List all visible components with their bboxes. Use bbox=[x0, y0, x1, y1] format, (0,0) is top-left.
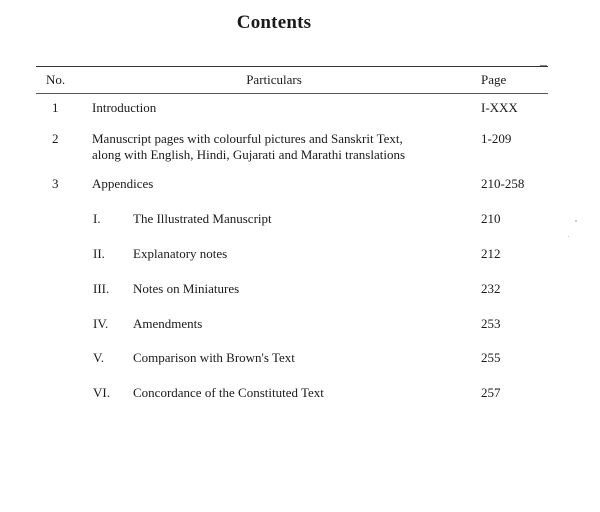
appendix-title: Concordance of the Constituted Text bbox=[133, 385, 324, 400]
appendix-numeral: V. bbox=[93, 350, 104, 365]
appendix-page: 210 bbox=[481, 211, 501, 226]
entry-page: I-XXX bbox=[481, 100, 518, 115]
appendix-title: Notes on Miniatures bbox=[133, 281, 240, 296]
appendix-page: 232 bbox=[481, 281, 501, 296]
appendix-title: The Illustrated Manuscript bbox=[133, 211, 272, 226]
rule-mark bbox=[540, 65, 547, 66]
appendix-page: 253 bbox=[481, 316, 501, 331]
appendix-numeral: VI. bbox=[93, 385, 110, 400]
entry-title-line-1: Manuscript pages with colourful pictures and Sanskrit Text, bbox=[92, 131, 403, 146]
entry-title-line-2: along with English, Hindi, Gujarati and Marathi translations bbox=[92, 147, 406, 162]
column-header-page: Page bbox=[481, 72, 507, 87]
entry-number: 1 bbox=[52, 100, 59, 115]
entry-title: Introduction bbox=[92, 100, 157, 115]
appendix-numeral: III. bbox=[93, 281, 110, 296]
header-top-rule bbox=[36, 66, 548, 67]
entry-number: 3 bbox=[52, 176, 59, 191]
entry-title: Appendices bbox=[92, 176, 154, 191]
appendix-numeral: IV. bbox=[93, 316, 109, 331]
appendix-numeral: II. bbox=[93, 246, 105, 261]
column-header-no: No. bbox=[46, 72, 66, 87]
scan-speck bbox=[575, 220, 577, 222]
entry-page: 210-258 bbox=[481, 176, 525, 191]
entry-page: 1-209 bbox=[481, 131, 512, 146]
appendix-title: Comparison with Brown's Text bbox=[133, 350, 295, 365]
header-bottom-rule bbox=[36, 93, 548, 94]
column-header-particulars: Particulars bbox=[246, 72, 302, 87]
entry-number: 2 bbox=[52, 131, 59, 146]
scan-speck bbox=[568, 236, 569, 237]
page-title: Contents bbox=[236, 12, 312, 33]
appendix-page: 212 bbox=[481, 246, 501, 261]
appendix-title: Explanatory notes bbox=[133, 246, 228, 261]
appendix-title: Amendments bbox=[133, 316, 203, 331]
appendix-numeral: I. bbox=[93, 211, 101, 226]
appendix-page: 255 bbox=[481, 350, 501, 365]
appendix-page: 257 bbox=[481, 385, 501, 400]
